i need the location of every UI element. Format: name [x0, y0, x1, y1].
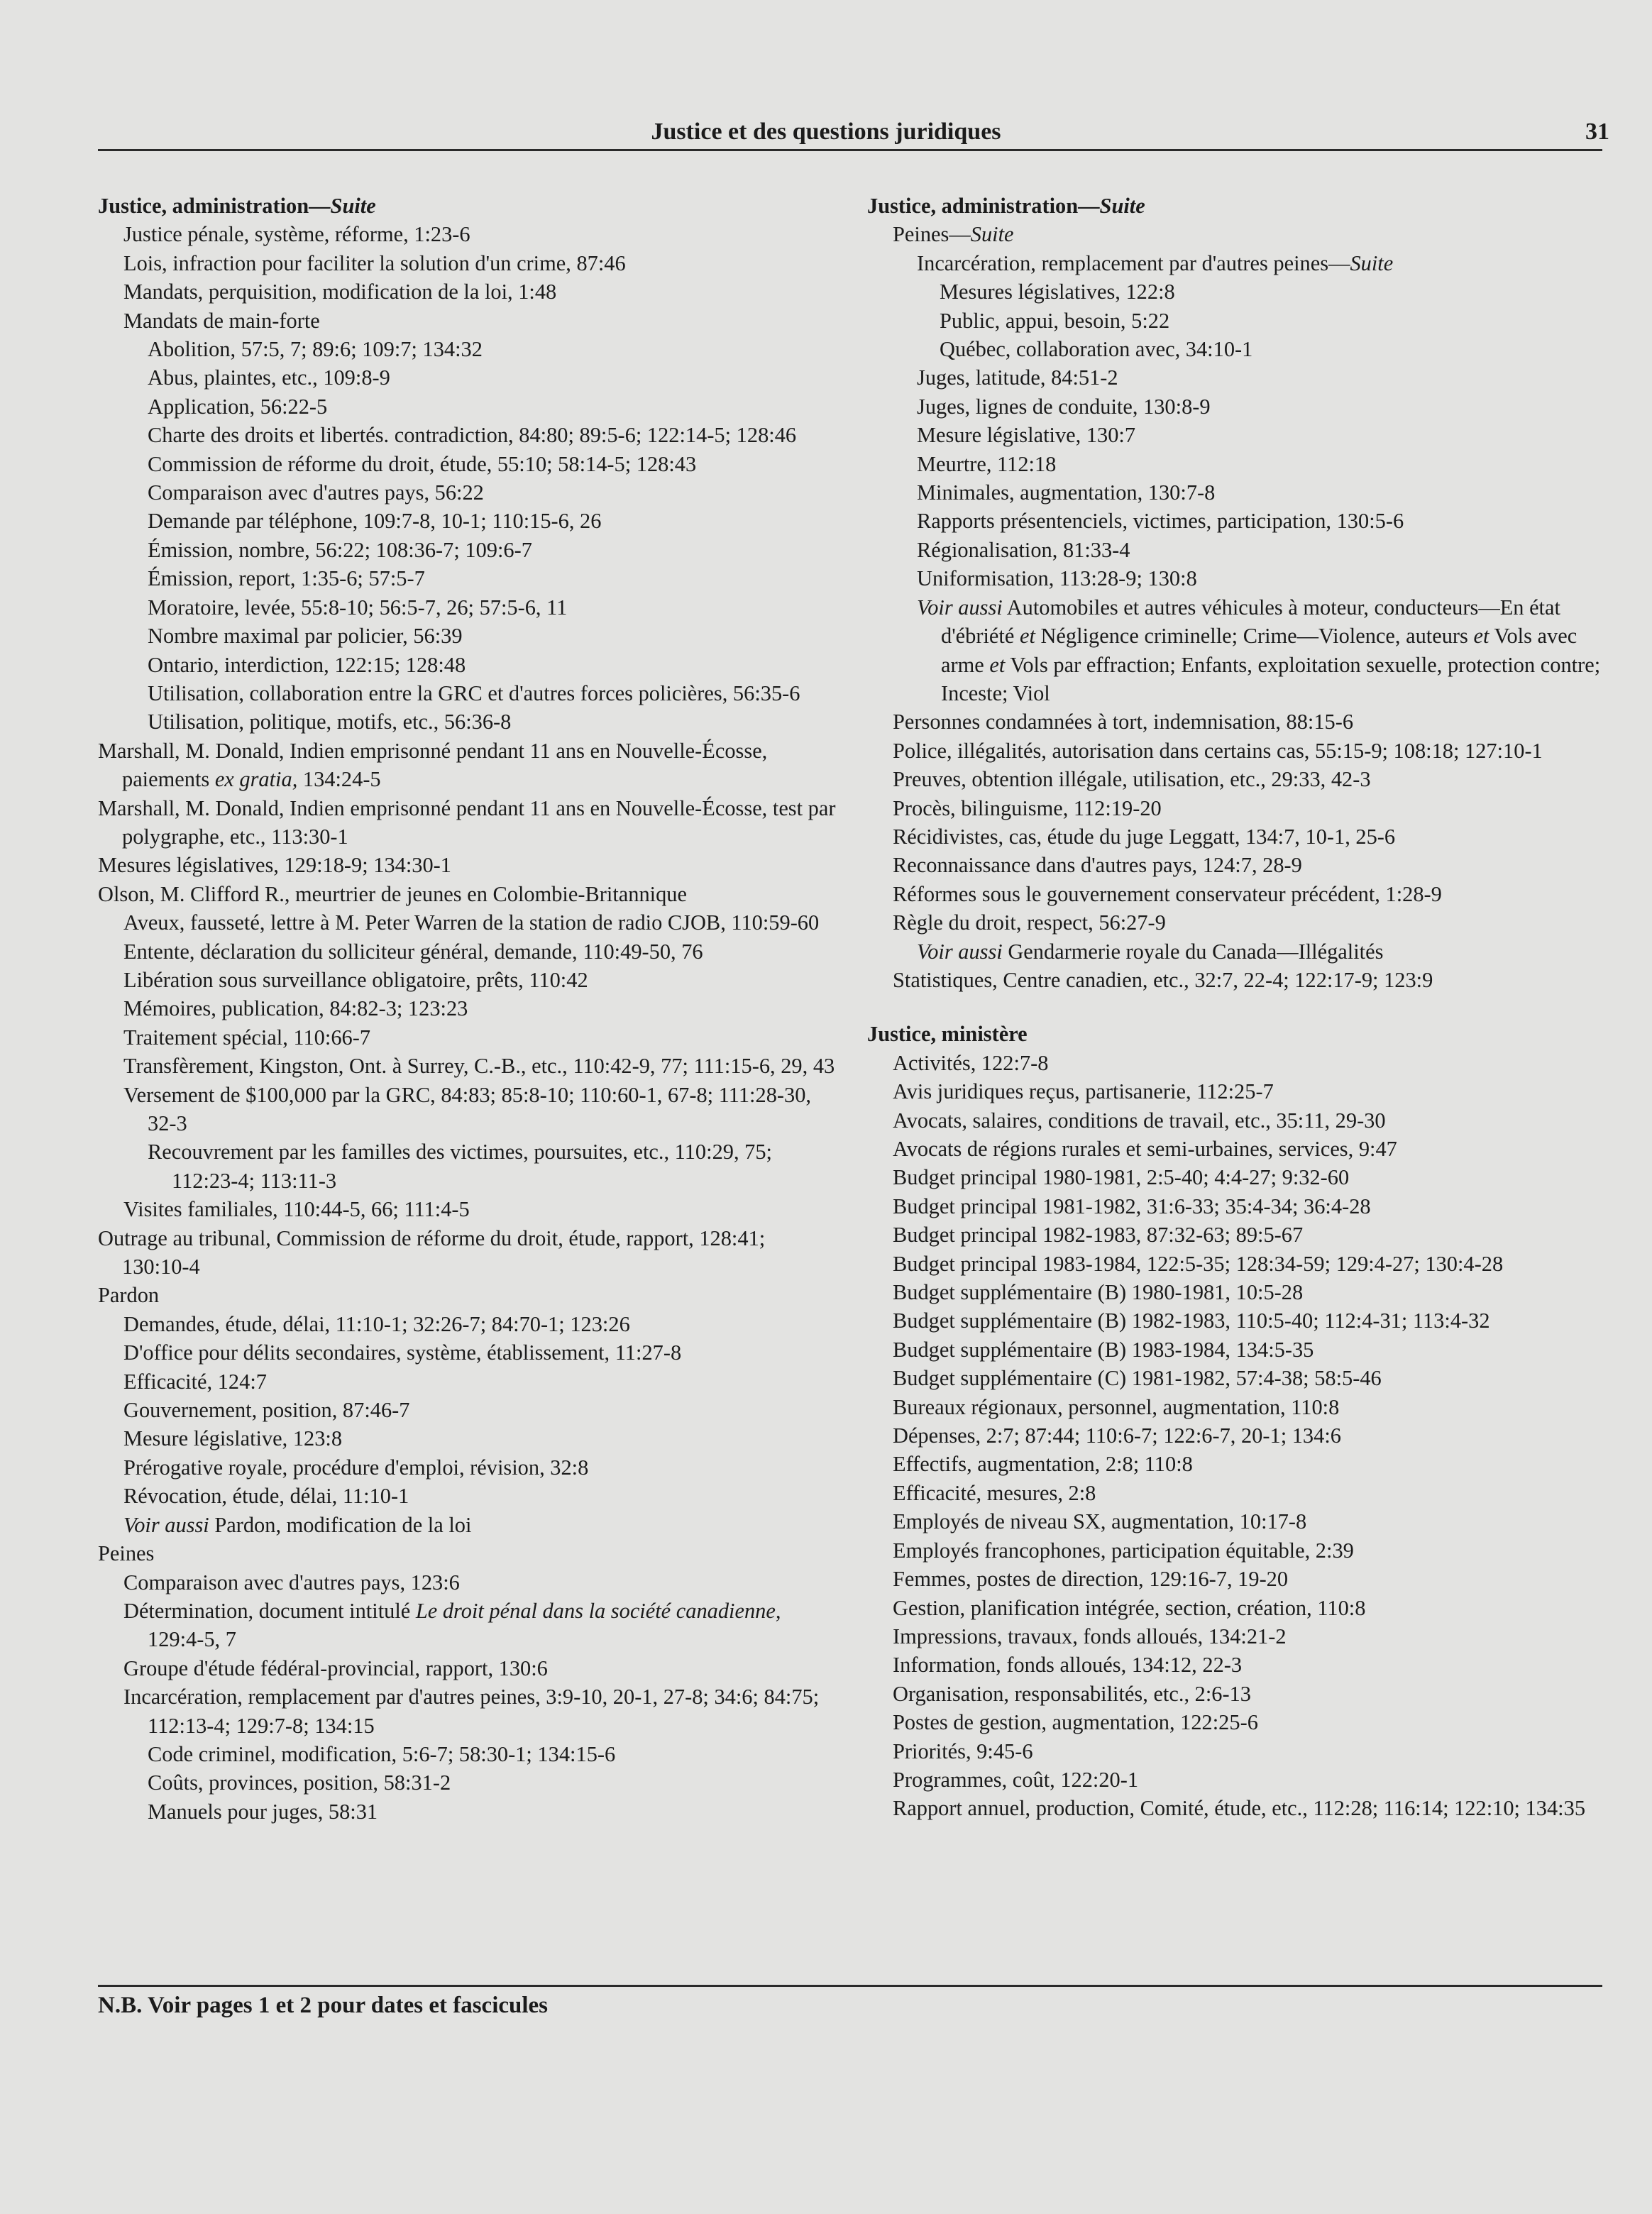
- index-entry: [867, 421, 1619, 449]
- entry-text: Prérogative royale, procédure d'emploi, révision, 32:8: [123, 1455, 589, 1480]
- page-header-title: Justice et des questions juridiques: [651, 119, 1001, 145]
- index-entry: [867, 1250, 1619, 1278]
- index-entry: [98, 593, 836, 622]
- entry-italic-text: et: [989, 652, 1006, 677]
- index-entry: [98, 1424, 836, 1453]
- index-entry: [867, 1450, 1619, 1478]
- index-entry: [98, 966, 836, 994]
- entry-text: Québec, collaboration avec, 34:10-1: [940, 337, 1253, 362]
- entry-text: Juges, lignes de conduite, 130:8-9: [917, 394, 1211, 419]
- index-entry: [98, 1338, 836, 1367]
- index-entry: [98, 478, 836, 507]
- entry-text: Utilisation, collaboration entre la GRC et d'autres forces policières, 56:35-6: [148, 681, 800, 705]
- index-entry: [867, 1536, 1619, 1565]
- entry-text: Justice pénale, système, réforme, 1:23-6: [123, 222, 470, 247]
- index-entry: [867, 478, 1619, 507]
- entry-text: Juges, latitude, 84:51-2: [917, 365, 1118, 390]
- index-entry: [867, 1507, 1619, 1536]
- entry-text: Priorités, 9:45-6: [893, 1739, 1033, 1763]
- entry-text: Programmes, coût, 122:20-1: [893, 1767, 1139, 1792]
- index-entry: [98, 1138, 836, 1195]
- entry-italic-text: Suite: [1099, 194, 1145, 218]
- index-entry: [98, 220, 836, 248]
- entry-text: Négligence criminelle; Crime—Violence, auteurs: [1035, 624, 1474, 649]
- index-entry: [98, 1195, 836, 1223]
- entry-text: Justice, administration—: [98, 194, 331, 218]
- index-entry: [98, 679, 836, 707]
- entry-text: Émission, nombre, 56:22; 108:36-7; 109:6-7: [148, 537, 532, 562]
- index-entry: [98, 1453, 836, 1482]
- entry-text: Olson, M. Clifford R., meurtrier de jeunes en Colombie-Britannique: [98, 881, 687, 906]
- entry-text: Marshall, M. Donald, Indien emprisonné pendant 11 ans en Nouvelle-Écosse, test par polygraphe, etc., 113:30-1: [98, 795, 836, 849]
- index-entry: [98, 1367, 836, 1396]
- index-entry: [98, 421, 836, 449]
- entry-text: Ontario, interdiction, 122:15; 128:48: [148, 652, 466, 677]
- entry-text: Budget supplémentaire (B) 1982-1983, 110:5-40; 112:4-31; 113:4-32: [893, 1309, 1490, 1333]
- index-entry: [98, 307, 836, 335]
- index-heading: [867, 192, 1619, 220]
- entry-text: Organisation, responsabilités, etc., 2:6-13: [893, 1681, 1252, 1706]
- entry-text: Révocation, étude, délai, 11:10-1: [123, 1484, 409, 1509]
- index-heading: [98, 1281, 836, 1309]
- index-entry: [867, 1766, 1619, 1794]
- index-entry: [98, 1568, 836, 1597]
- entry-text: Visites familiales, 110:44-5, 66; 111:4-5: [123, 1197, 470, 1222]
- cross-reference-label: Voir aussi: [917, 595, 1003, 619]
- index-entry: [867, 249, 1619, 277]
- index-entry: [867, 1278, 1619, 1306]
- entry-text: Personnes condamnées à tort, indemnisation, 88:15-6: [893, 710, 1354, 734]
- index-entry: [867, 1794, 1619, 1822]
- index-heading: [98, 851, 836, 879]
- entry-text: Versement de $100,000 par la GRC, 84:83; 85:8-10; 110:60-1, 67-8; 111:28-30, 32-3: [123, 1082, 811, 1135]
- entry-text: Postes de gestion, augmentation, 122:25-6: [893, 1710, 1258, 1735]
- index-entry: [867, 1106, 1619, 1135]
- index-entry: [867, 1622, 1619, 1651]
- index-entry: [867, 851, 1619, 879]
- entry-text: Budget supplémentaire (C) 1981-1982, 57:4-38; 58:5-46: [893, 1366, 1382, 1391]
- index-heading: [98, 1539, 836, 1568]
- entry-text: Comparaison avec d'autres pays, 56:22: [148, 480, 484, 505]
- index-entry: [98, 937, 836, 966]
- cross-reference-label: Voir aussi: [917, 939, 1003, 964]
- header-rule: [98, 149, 1602, 151]
- entry-text: Impressions, travaux, fonds alloués, 134:21-2: [893, 1624, 1287, 1648]
- index-entry: [867, 1708, 1619, 1736]
- index-entry: [867, 794, 1619, 822]
- index-entry: [98, 277, 836, 306]
- entry-text: Mesures législatives, 129:18-9; 134:30-1: [98, 853, 452, 878]
- entry-text: Avocats de régions rurales et semi-urbaines, services, 9:47: [893, 1137, 1397, 1161]
- entry-text: Libération sous surveillance obligatoire, prêts, 110:42: [123, 967, 588, 992]
- index-entry: [867, 220, 1619, 248]
- entry-text: 134:24-5: [297, 767, 381, 792]
- entry-text: Avis juridiques reçus, partisanerie, 112:25-7: [893, 1079, 1274, 1104]
- entry-text: Manuels pour juges, 58:31: [148, 1799, 378, 1824]
- entry-text: Gendarmerie royale du Canada—Illégalités: [1002, 939, 1384, 964]
- index-entry: [867, 1364, 1619, 1392]
- entry-text: D'office pour délits secondaires, système, établissement, 11:27-8: [123, 1340, 682, 1365]
- index-entry: [867, 1221, 1619, 1249]
- entry-text: Peines: [98, 1541, 155, 1566]
- index-column-right: [867, 192, 1619, 1823]
- entry-text: Activités, 122:7-8: [893, 1050, 1049, 1075]
- entry-text: Peines—: [893, 222, 971, 247]
- index-entry: [98, 564, 836, 593]
- entry-text: Commission de réforme du droit, étude, 55:10; 58:14-5; 128:43: [148, 451, 697, 476]
- index-entry: [867, 937, 1619, 966]
- entry-text: Moratoire, levée, 55:8-10; 56:5-7, 26; 57:5-6, 11: [148, 595, 568, 619]
- entry-text: Mandats, perquisition, modification de la loi, 1:48: [123, 280, 557, 304]
- index-entry: [98, 249, 836, 277]
- index-entry: [867, 1421, 1619, 1450]
- entry-text: Règle du droit, respect, 56:27-9: [893, 910, 1166, 935]
- index-entry: [867, 707, 1619, 736]
- entry-text: Preuves, obtention illégale, utilisation, etc., 29:33, 42-3: [893, 767, 1371, 792]
- entry-text: Charte des droits et libertés. contradiction, 84:80; 89:5-6; 122:14-5; 128:46: [148, 423, 797, 448]
- index-heading: [98, 880, 836, 908]
- entry-text: Bureaux régionaux, personnel, augmentation, 110:8: [893, 1394, 1340, 1419]
- entry-text: Détermination, document intitulé: [123, 1598, 416, 1623]
- entry-text: Aveux, fausseté, lettre à M. Peter Warren de la station de radio CJOB, 110:59-60: [123, 910, 820, 935]
- entry-text: Rapports présentenciels, victimes, participation, 130:5-6: [917, 509, 1404, 534]
- entry-text: Application, 56:22-5: [148, 394, 328, 419]
- entry-text: Uniformisation, 113:28-9; 130:8: [917, 566, 1197, 591]
- index-heading: [98, 192, 836, 220]
- index-entry: [867, 392, 1619, 421]
- index-entry: [867, 822, 1619, 851]
- entry-text: Budget principal 1983-1984, 122:5-35; 128:34-59; 129:4-27; 130:4-28: [893, 1251, 1504, 1276]
- entry-text: Justice, ministère: [867, 1022, 1028, 1047]
- entry-text: Comparaison avec d'autres pays, 123:6: [123, 1570, 460, 1595]
- entry-text: Budget principal 1981-1982, 31:6-33; 35:4-34; 36:4-28: [893, 1194, 1371, 1218]
- entry-text: Gestion, planification intégrée, section, création, 110:8: [893, 1595, 1366, 1620]
- index-entry: [98, 1482, 836, 1510]
- index-entry: [867, 593, 1619, 708]
- entry-italic-text: Suite: [1350, 250, 1394, 275]
- index-entry: [867, 277, 1619, 306]
- entry-text: Mandats de main-forte: [123, 308, 320, 333]
- entry-text: Employés francophones, participation équitable, 2:39: [893, 1538, 1354, 1563]
- entry-text: Vols avec arme: [941, 624, 1577, 677]
- entry-text: Mesures législatives, 122:8: [940, 280, 1175, 304]
- entry-text: Entente, déclaration du solliciteur général, demande, 110:49-50, 76: [123, 939, 703, 964]
- entry-text: Gouvernement, position, 87:46-7: [123, 1398, 410, 1423]
- index-entry: [98, 1797, 836, 1826]
- entry-text: Dépenses, 2:7; 87:44; 110:6-7; 122:6-7, 20-1; 134:6: [893, 1423, 1341, 1448]
- index-entry: [98, 1682, 836, 1740]
- index-entry: [98, 1511, 836, 1539]
- entry-italic-text: ex gratia,: [214, 767, 298, 792]
- entry-text: Meurtre, 112:18: [917, 451, 1057, 476]
- entry-text: Incarcération, remplacement par d'autres peines, 3:9-10, 20-1, 27-8; 34:6; 84:75; 112:13-4; 129:7-8; 134:15: [123, 1685, 820, 1738]
- index-entry: [867, 1335, 1619, 1364]
- index-entry: [98, 1023, 836, 1052]
- entry-text: Récidivistes, cas, étude du juge Leggatt, 134:7, 10-1, 25-6: [893, 824, 1396, 849]
- entry-text: Réformes sous le gouvernement conservateur précédent, 1:28-9: [893, 881, 1442, 906]
- entry-text: Procès, bilinguisme, 112:19-20: [893, 795, 1162, 820]
- index-entry: [867, 1594, 1619, 1622]
- index-column-left: [98, 192, 836, 1826]
- entry-text: Automobiles et autres véhicules à moteur, conducteurs—En état d'ébriété: [941, 595, 1560, 649]
- index-entry: [867, 564, 1619, 593]
- page-number: 31: [1585, 119, 1609, 145]
- entry-italic-text: et: [1473, 624, 1489, 649]
- entry-italic-text: Suite: [330, 194, 376, 218]
- index-entry: [867, 908, 1619, 937]
- index-entry: [867, 966, 1619, 994]
- index-entry: [98, 335, 836, 363]
- index-entry: [98, 1654, 836, 1682]
- entry-text: Employés de niveau SX, augmentation, 10:17-8: [893, 1509, 1307, 1534]
- entry-text: Utilisation, politique, motifs, etc., 56:36-8: [148, 710, 512, 734]
- index-entry: [867, 1049, 1619, 1077]
- entry-text: Reconnaissance dans d'autres pays, 124:7, 28-9: [893, 853, 1302, 878]
- entry-text: Nombre maximal par policier, 56:39: [148, 624, 463, 649]
- entry-text: Efficacité, 124:7: [123, 1369, 267, 1394]
- entry-text: Incarcération, remplacement par d'autres peines—: [917, 250, 1350, 275]
- entry-text: Lois, infraction pour faciliter la solution d'un crime, 87:46: [123, 250, 626, 275]
- index-entry: [867, 1393, 1619, 1421]
- entry-text: Budget principal 1982-1983, 87:32-63; 89:5-67: [893, 1223, 1304, 1248]
- index-heading: [98, 1224, 836, 1282]
- index-entry: [98, 1081, 836, 1138]
- entry-italic-text: Suite: [970, 222, 1014, 247]
- entry-text: Budget supplémentaire (B) 1983-1984, 134:5-35: [893, 1337, 1314, 1362]
- index-entry: [867, 363, 1619, 392]
- index-entry: [98, 507, 836, 535]
- entry-text: Effectifs, augmentation, 2:8; 110:8: [893, 1452, 1193, 1477]
- index-entry: [98, 908, 836, 937]
- index-entry: [867, 1680, 1619, 1708]
- footer-rule: [98, 1985, 1602, 1987]
- index-entry: [98, 1310, 836, 1338]
- entry-text: Mémoires, publication, 84:82-3; 123:23: [123, 996, 468, 1021]
- index-entry: [867, 536, 1619, 564]
- entry-italic-text: Le droit pénal dans la société canadienne,: [415, 1598, 781, 1623]
- index-entry: [867, 1565, 1619, 1593]
- index-entry: [98, 536, 836, 564]
- index-entry: [867, 450, 1619, 478]
- entry-text: Outrage au tribunal, Commission de réforme du droit, étude, rapport, 128:41; 130:10-4: [98, 1226, 766, 1279]
- entry-italic-text: et: [1019, 624, 1035, 649]
- entry-text: Pardon: [98, 1283, 160, 1308]
- index-entry: [867, 307, 1619, 335]
- index-entry: [867, 1306, 1619, 1335]
- index-entry: [867, 1163, 1619, 1191]
- index-entry: [98, 994, 836, 1023]
- index-entry: [867, 1737, 1619, 1766]
- entry-text: 129:4-5, 7: [148, 1627, 236, 1652]
- index-entry: [98, 450, 836, 478]
- entry-text: Justice, administration—: [867, 194, 1100, 218]
- entry-text: Transfèrement, Kingston, Ont. à Surrey, C.-B., etc., 110:42-9, 77; 111:15-6, 29, 43: [123, 1054, 835, 1079]
- entry-text: Information, fonds alloués, 134:12, 22-3: [893, 1653, 1243, 1678]
- index-entry: [98, 392, 836, 421]
- index-entry: [98, 1597, 836, 1654]
- index-entry: [98, 363, 836, 392]
- entry-text: Demandes, étude, délai, 11:10-1; 32:26-7; 84:70-1; 123:26: [123, 1311, 630, 1336]
- index-entry: [98, 651, 836, 679]
- entry-text: Public, appui, besoin, 5:22: [940, 308, 1170, 333]
- entry-text: Vols par effraction; Enfants, exploitation sexuelle, protection contre; Inceste; Viol: [941, 652, 1601, 705]
- entry-text: Régionalisation, 81:33-4: [917, 537, 1130, 562]
- entry-text: Police, illégalités, autorisation dans certains cas, 55:15-9; 108:18; 127:10-1: [893, 738, 1543, 763]
- index-entry: [867, 507, 1619, 535]
- entry-text: Émission, report, 1:35-6; 57:5-7: [148, 566, 425, 591]
- index-entry: [867, 1192, 1619, 1221]
- entry-text: Mesure législative, 123:8: [123, 1426, 343, 1451]
- entry-text: Budget supplémentaire (B) 1980-1981, 10:5-28: [893, 1280, 1304, 1305]
- entry-text: Coûts, provinces, position, 58:31-2: [148, 1770, 451, 1795]
- entry-text: Marshall, M. Donald, Indien emprisonné pendant 11 ans en Nouvelle-Écosse, paiements: [98, 738, 768, 792]
- entry-text: Recouvrement par les familles des victimes, poursuites, etc., 110:29, 75; 112:23-4; 113:11-3: [148, 1140, 772, 1193]
- index-entry: [867, 335, 1619, 363]
- footer-note: N.B. Voir pages 1 et 2 pour dates et fascicules: [98, 1993, 549, 2018]
- entry-text: Abolition, 57:5, 7; 89:6; 109:7; 134:32: [148, 337, 483, 362]
- index-entry: [98, 1052, 836, 1080]
- entry-text: Avocats, salaires, conditions de travail, etc., 35:11, 29-30: [893, 1108, 1386, 1133]
- entry-text: Budget principal 1980-1981, 2:5-40; 4:4-27; 9:32-60: [893, 1165, 1350, 1190]
- index-entry: [867, 1479, 1619, 1507]
- index-entry: [867, 880, 1619, 908]
- entry-text: Demande par téléphone, 109:7-8, 10-1; 110:15-6, 26: [148, 509, 602, 534]
- entry-text: Abus, plaintes, etc., 109:8-9: [148, 365, 390, 390]
- index-entry: [98, 622, 836, 650]
- index-entry: [867, 1135, 1619, 1163]
- index-entry: [98, 1740, 836, 1768]
- cross-reference-label: Voir aussi: [123, 1512, 209, 1537]
- entry-text: Mesure législative, 130:7: [917, 423, 1136, 448]
- entry-text: Pardon, modification de la loi: [209, 1512, 472, 1537]
- entry-text: Groupe d'étude fédéral-provincial, rapport, 130:6: [123, 1656, 548, 1680]
- index-entry: [867, 1077, 1619, 1106]
- index-entry: [98, 1396, 836, 1424]
- index-heading: [98, 737, 836, 794]
- index-entry: [867, 765, 1619, 793]
- index-entry: [98, 1768, 836, 1797]
- index-entry: [867, 737, 1619, 765]
- entry-text: Efficacité, mesures, 2:8: [893, 1480, 1096, 1505]
- entry-text: Minimales, augmentation, 130:7-8: [917, 480, 1216, 505]
- entry-text: Femmes, postes de direction, 129:16-7, 19-20: [893, 1567, 1289, 1592]
- entry-text: Traitement spécial, 110:66-7: [123, 1025, 371, 1050]
- index-entry: [867, 1651, 1619, 1679]
- entry-text: Statistiques, Centre canadien, etc., 32:7, 22-4; 122:17-9; 123:9: [893, 967, 1433, 992]
- entry-text: Rapport annuel, production, Comité, étude, etc., 112:28; 116:14; 122:10; 134:35: [893, 1796, 1586, 1821]
- index-heading: [867, 1020, 1619, 1048]
- index-heading: [98, 794, 836, 852]
- index-entry: [98, 707, 836, 736]
- entry-text: Code criminel, modification, 5:6-7; 58:30-1; 134:15-6: [148, 1741, 616, 1766]
